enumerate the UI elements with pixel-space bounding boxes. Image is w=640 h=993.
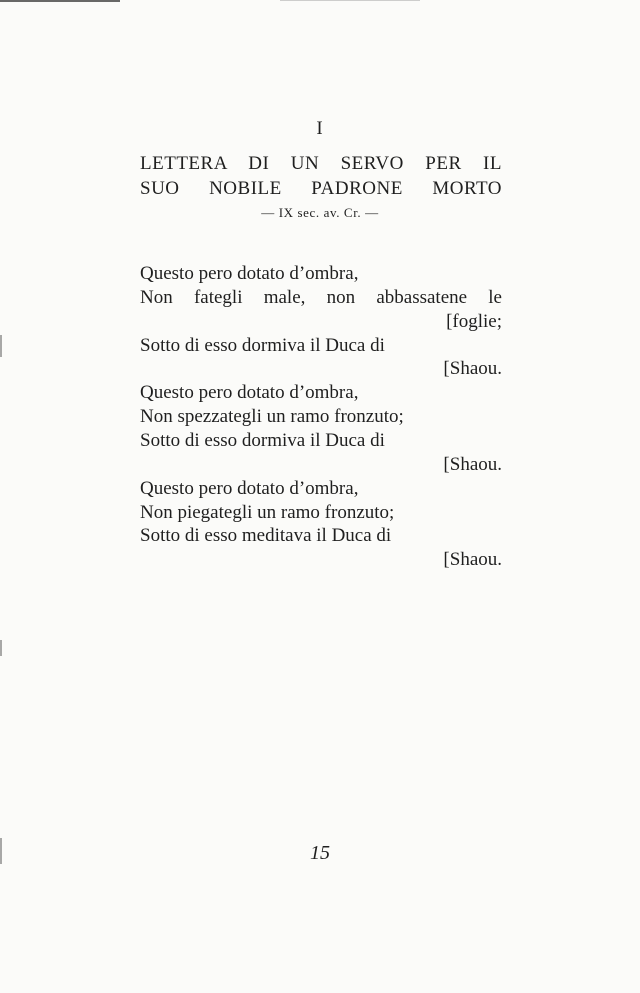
poem-dating: — IX sec. av. Cr. — <box>261 205 379 220</box>
poem-line: Sotto di esso dormiva il Duca di <box>140 335 385 356</box>
scan-edge-mark <box>280 0 420 1</box>
poem-line: Sotto di esso dormiva il Duca di <box>140 430 385 451</box>
scan-edge-mark <box>0 335 2 357</box>
poem-line: Questo pero dotato d’ombra, <box>140 382 359 403</box>
poem-title-line-1: LETTERA DI UN SERVO PER IL <box>140 153 502 174</box>
poem-line-continuation: [foglie; <box>446 311 502 332</box>
scan-edge-mark <box>0 640 2 656</box>
poem-line: Non piegategli un ramo fronzuto; <box>140 502 395 523</box>
poem-line: Non spezzategli un ramo fronzuto; <box>140 406 404 427</box>
page-number: 15 <box>310 842 330 864</box>
poem-line-continuation: [Shaou. <box>443 358 502 379</box>
poem-line-continuation: [Shaou. <box>443 549 502 570</box>
poem-title-line-2: SUO NOBILE PADRONE MORTO <box>140 178 502 199</box>
poem-line: Non fategli male, non abbassatene le <box>140 287 502 308</box>
scan-edge-mark <box>0 0 120 2</box>
poem-line: Questo pero dotato d’ombra, <box>140 478 359 499</box>
poem-line: Sotto di esso meditava il Duca di <box>140 525 392 546</box>
poem-line-continuation: [Shaou. <box>443 454 502 475</box>
poem-line: Questo pero dotato d’ombra, <box>140 263 359 284</box>
section-number: I <box>316 118 324 139</box>
